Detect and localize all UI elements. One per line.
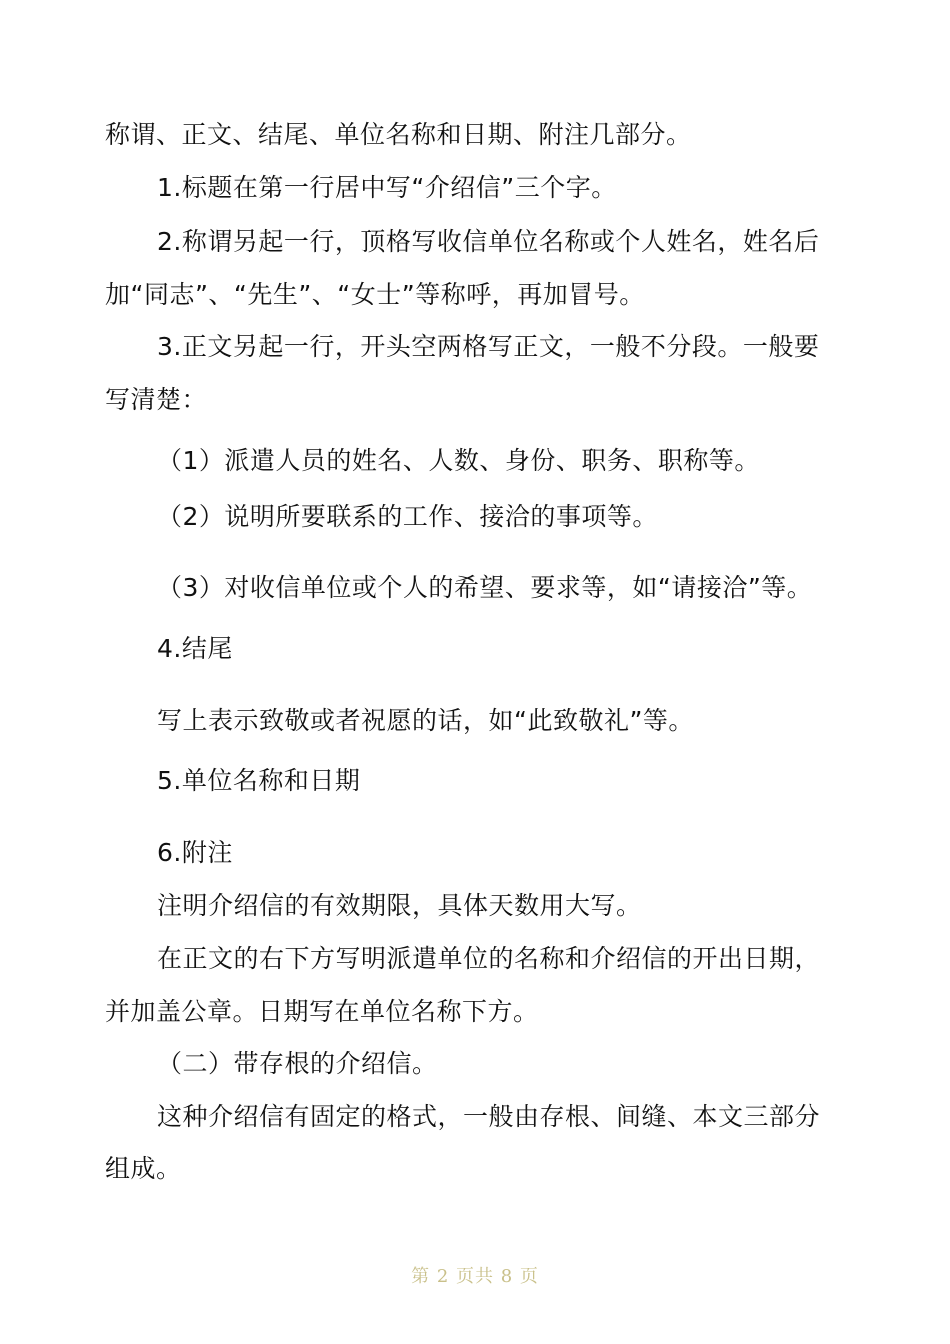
body-line-2: 1.标题在第一行居中写“介绍信”三个字。 xyxy=(157,173,617,202)
body-line-12: 5.单位名称和日期 xyxy=(157,766,361,795)
body-line-7: （1）派遣人员的姓名、人数、身份、职务、职称等。 xyxy=(157,446,760,475)
body-line-9: （3）对收信单位或个人的希望、要求等，如“请接洽”等。 xyxy=(157,573,813,602)
body-line-16: 并加盖公章。日期写在单位名称下方。 xyxy=(105,997,539,1026)
body-line-15: 在正文的右下方写明派遣单位的名称和介绍信的开出日期， xyxy=(157,944,821,973)
body-line-10: 4.结尾 xyxy=(157,634,233,663)
body-line-17: （二）带存根的介绍信。 xyxy=(157,1049,438,1078)
body-line-3: 2.称谓另起一行，顶格写收信单位名称或个人姓名，姓名后 xyxy=(157,227,820,256)
body-line-14: 注明介绍信的有效期限，具体天数用大写。 xyxy=(157,891,642,920)
body-line-1: 称谓、正文、结尾、单位名称和日期、附注几部分。 xyxy=(105,120,692,149)
body-line-13: 6.附注 xyxy=(157,838,233,867)
page-number-footer: 第 2 页共 8 页 xyxy=(411,1266,539,1287)
body-line-11: 写上表示致敬或者祝愿的话，如“此致敬礼”等。 xyxy=(157,706,694,735)
body-line-19: 组成。 xyxy=(105,1154,182,1183)
body-line-6: 写清楚： xyxy=(105,385,208,414)
body-line-18: 这种介绍信有固定的格式，一般由存根、间缝、本文三部分 xyxy=(157,1102,821,1131)
body-line-4: 加“同志”、“先生”、“女士”等称呼，再加冒号。 xyxy=(105,280,645,309)
body-line-8: （2）说明所要联系的工作、接洽的事项等。 xyxy=(157,502,658,531)
body-line-5: 3.正文另起一行，开头空两格写正文，一般不分段。一般要 xyxy=(157,332,820,361)
